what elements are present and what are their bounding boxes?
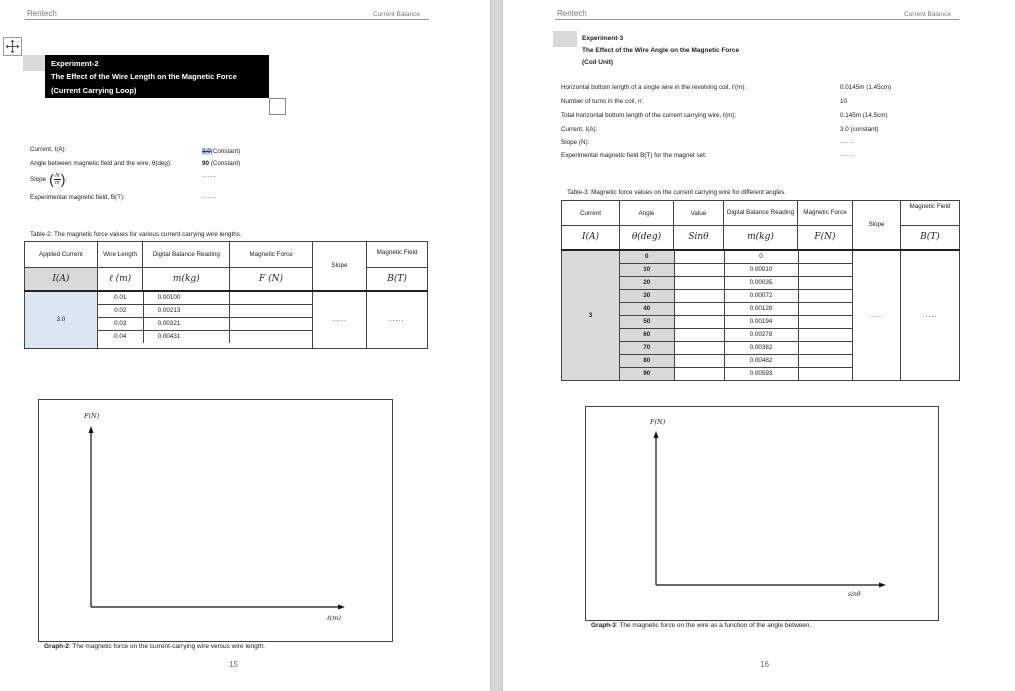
table-row <box>98 292 312 305</box>
slope-label: Slope <box>30 175 47 183</box>
force-cell[interactable] <box>798 354 853 367</box>
col-header-current: Current <box>562 201 620 226</box>
table-row <box>98 317 312 330</box>
param-label: Total horizontal bottom length of the current carrying wire, ℓ(m): <box>561 112 737 119</box>
symbol-current: I(A) <box>562 226 620 250</box>
slope-value: ..... <box>202 172 217 179</box>
col-header-value: Value <box>674 201 724 226</box>
header-rule <box>25 19 429 20</box>
angle-value-group <box>202 160 240 167</box>
reading-cell: 0.00431 <box>143 330 229 343</box>
length-cell: 0.02 <box>98 304 143 317</box>
slope-unit-numerator: N <box>55 172 60 179</box>
force-cell[interactable] <box>798 367 853 380</box>
current-cell: 3.0 <box>25 291 98 349</box>
table-2-data-rows <box>98 292 312 343</box>
force-cell[interactable] <box>798 251 853 264</box>
sine-cell[interactable] <box>674 341 724 354</box>
table-3 <box>561 200 960 381</box>
table-2-caption: Table-2: The magnetic force values for various current carrying wire lengths. <box>30 231 242 238</box>
title-gray-tab <box>23 55 45 71</box>
symbol-sine: Sinθ <box>674 226 724 250</box>
table-row <box>620 328 853 341</box>
symbol-length: ℓ (m) <box>97 268 143 291</box>
table-row <box>620 302 853 315</box>
param-label: Experimental magnetic field B(T) for the magnet set: <box>561 152 707 159</box>
resize-handle[interactable] <box>269 98 286 115</box>
experiment-title-block <box>45 55 269 98</box>
field-cell: ..... <box>901 250 960 381</box>
current-note: (Constant) <box>210 148 241 155</box>
reading-cell: 0.00010 <box>724 263 798 276</box>
reading-cell: 0.00382 <box>724 341 798 354</box>
angle-cell: 20 <box>620 276 674 289</box>
force-cell[interactable] <box>798 302 853 315</box>
angle-cell: 0 <box>620 251 674 264</box>
header-right: Current Balance <box>373 11 420 18</box>
col-header-magnetic-force: Magnetic Force <box>798 201 853 226</box>
table-row <box>620 315 853 328</box>
col-header-angle: Angle <box>620 201 674 226</box>
y-axis-arrow-icon <box>654 431 659 438</box>
symbol-mass: m(kg) <box>143 268 230 291</box>
header-right: Current Balance <box>904 11 951 18</box>
sine-cell[interactable] <box>674 289 724 302</box>
experiment-title: The Effect of the Wire Length on the Magnetic Force <box>51 72 237 81</box>
force-cell[interactable] <box>230 304 312 317</box>
reading-cell: 0.00321 <box>143 317 229 330</box>
reading-cell: 0.00035 <box>724 276 798 289</box>
graph-2-y-label: F(N) <box>84 412 100 420</box>
x-axis-arrow-icon <box>879 583 886 588</box>
reading-cell: 0.00213 <box>143 304 229 317</box>
graph-2-frame <box>38 399 393 642</box>
reading-cell: 0.00194 <box>724 315 798 328</box>
length-cell: 0.04 <box>98 330 143 343</box>
col-header-balance-reading: Digital Balance Reading <box>724 201 798 226</box>
reading-cell: 0.00278 <box>724 328 798 341</box>
symbol-field: B(T) <box>367 268 428 291</box>
table-3-caption: Table-3: Magnetic force values on the current carrying wire for different angles. <box>567 189 786 196</box>
table-row <box>620 367 853 380</box>
table-3-data-rows <box>620 251 853 380</box>
symbol-force: F(N) <box>798 226 853 250</box>
field-cell: ..... <box>367 291 428 349</box>
param-label: Number of turns in the coil, n: <box>561 98 644 105</box>
sine-cell[interactable] <box>674 276 724 289</box>
force-cell[interactable] <box>230 317 312 330</box>
reading-cell: 0.00128 <box>724 302 798 315</box>
force-cell[interactable] <box>798 328 853 341</box>
angle-cell: 60 <box>620 328 674 341</box>
current-value-group <box>202 148 240 155</box>
angle-label: Angle between magnetic field and the wire, θ(deg): <box>30 160 172 167</box>
table-row <box>98 330 312 343</box>
field-label: Experimental magnetic field, B(T): <box>30 194 125 201</box>
param-label: Horizontal bottom length of a single wire in the revolving coil, ℓ'(m): <box>561 84 747 91</box>
experiment-number: Experiment-2 <box>51 59 99 68</box>
field-value: ..... <box>202 193 217 200</box>
graph-3-x-label: sinθ <box>848 591 861 598</box>
header-left: Rentech <box>557 9 587 18</box>
col-header-slope: Slope <box>312 242 366 291</box>
symbol-mass: m(kg) <box>724 226 798 250</box>
col-header-wire-length: Wire Length <box>97 242 143 268</box>
angle-note: (Constant) <box>210 160 241 167</box>
force-cell[interactable] <box>798 263 853 276</box>
col-header-magnetic-force: Magnetic Force <box>230 242 313 268</box>
col-header-magnetic-field: Magnetic Field <box>367 242 428 268</box>
param-value: 0.0145m (1.45cm) <box>840 84 892 91</box>
table-row <box>620 354 853 367</box>
force-cell[interactable] <box>798 276 853 289</box>
sine-cell[interactable] <box>674 354 724 367</box>
experiment-number: Experiment-3 <box>582 35 624 42</box>
param-value: 0.145m (14.5cm) <box>840 112 888 119</box>
symbol-angle: θ(deg) <box>620 226 674 250</box>
current-cell: 3 <box>562 250 620 381</box>
experiment-title: The Effect of the Wire Angle on the Magnetic Force <box>582 47 740 54</box>
slope-cell: ..... <box>853 250 901 381</box>
table-2 <box>24 241 428 349</box>
angle-value: 90 <box>202 160 210 167</box>
reading-cell: 0.00072 <box>724 289 798 302</box>
angle-cell: 50 <box>620 315 674 328</box>
y-axis-arrow-icon <box>89 426 94 433</box>
page-number: 15 <box>229 660 238 669</box>
slope-label-group: Slope ( N m ) : <box>30 171 68 187</box>
graph-3-axes <box>586 407 938 620</box>
sine-cell[interactable] <box>674 315 724 328</box>
graph-2-axes <box>39 400 392 641</box>
param-value: 3.0 (constant) <box>840 126 879 133</box>
reading-cell: 0.00482 <box>724 354 798 367</box>
reading-cell: 0.00593 <box>724 367 798 380</box>
col-header-applied-current: Applied Current <box>25 242 98 268</box>
move-handle-icon[interactable] <box>3 37 22 56</box>
param-value: ..... <box>840 138 855 145</box>
graph-3-caption: Graph-3: The magnetic force on the wire as a function of the angle between. <box>591 622 812 629</box>
force-cell[interactable] <box>798 341 853 354</box>
title-gray-tab <box>553 31 577 47</box>
angle-cell: 10 <box>620 263 674 276</box>
experiment-subtitle: (Coil Unit) <box>582 59 614 66</box>
graph-3-frame <box>585 406 939 621</box>
symbol-field: B(T) <box>901 226 960 250</box>
angle-cell: 70 <box>620 341 674 354</box>
page-15 <box>0 0 490 691</box>
angle-cell: 90 <box>620 367 674 380</box>
angle-cell: 30 <box>620 289 674 302</box>
header-left: Rentech <box>27 9 57 18</box>
table-row <box>98 304 312 317</box>
param-label: Current, I(A): <box>561 126 598 133</box>
page-number: 16 <box>760 660 769 669</box>
symbol-current: I(A) <box>25 268 98 291</box>
length-cell: 0.01 <box>98 292 143 305</box>
param-value: ..... <box>840 151 855 158</box>
param-label: Slope (N): <box>561 139 590 146</box>
header-rule <box>555 19 959 20</box>
force-cell[interactable] <box>798 315 853 328</box>
symbol-force: F (N) <box>230 268 313 291</box>
sine-cell[interactable] <box>674 251 724 264</box>
table-row <box>620 263 853 276</box>
force-cell[interactable] <box>798 289 853 302</box>
col-header-balance-reading: Digital Balance Reading <box>143 242 230 268</box>
param-value: 10 <box>840 98 848 105</box>
table-row <box>620 251 853 264</box>
force-cell[interactable] <box>230 292 312 305</box>
table-row <box>620 276 853 289</box>
sine-cell[interactable] <box>674 302 724 315</box>
reading-cell: 0 <box>724 251 798 264</box>
table-row <box>620 341 853 354</box>
page-gutter <box>490 0 503 691</box>
angle-cell: 80 <box>620 354 674 367</box>
experiment-subtitle: (Current Carrying Loop) <box>51 86 137 95</box>
graph-3-y-label: F(N) <box>650 418 666 426</box>
col-header-magnetic-field: Magnetic Field <box>901 201 960 226</box>
slope-unit-denominator: m <box>54 179 60 186</box>
table-row <box>620 289 853 302</box>
graph-2-caption: Graph-2: The magnetic force on the current-carrying wire versus wire length. <box>44 643 265 650</box>
col-header-slope: Slope <box>853 201 901 250</box>
sine-cell[interactable] <box>674 367 724 380</box>
sine-cell[interactable] <box>674 328 724 341</box>
slope-cell: ..... <box>312 291 366 349</box>
sine-cell[interactable] <box>674 263 724 276</box>
reading-cell: 0.00100 <box>143 292 229 305</box>
current-label: Current, I(A): <box>30 146 67 153</box>
angle-cell: 40 <box>620 302 674 315</box>
length-cell: 0.03 <box>98 317 143 330</box>
page-16 <box>503 0 1015 691</box>
current-value: 3.0 <box>202 148 211 155</box>
force-cell[interactable] <box>230 330 312 343</box>
x-axis-arrow-icon <box>338 605 345 610</box>
graph-2-x-label: ℓ(m) <box>327 614 341 622</box>
